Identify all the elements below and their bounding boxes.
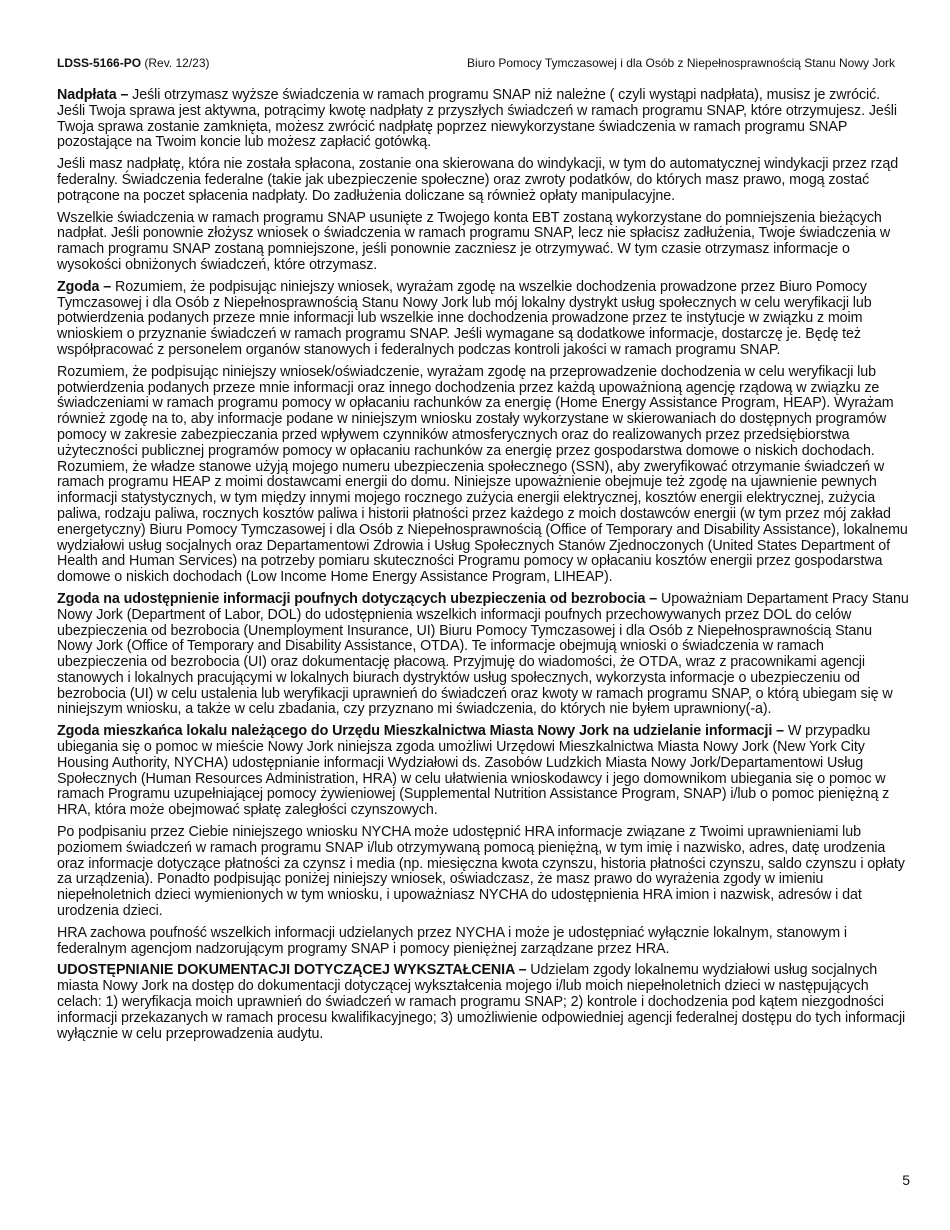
paragraph-nycha-consent: [57, 724, 909, 819]
paragraph-text: Wszelkie świadczenia w ramach programu SNAP usunięte z Twojego konta EBT zostaną wykorzystane do pomniejszenia bieżących nadpłat. Jeśli ponownie złożysz wniosek o świadczenia w ramach programu SNAP, lecz nie spłacisz zadłużenia, Twoje świadczenia w ramach programu SNAP zostaną pomniejszone, jeśli ponownie zaczniesz je otrzymywać. W tym czasie otrzymasz informacje o wysokości obniżonych świadczeń, które otrzymasz.: [57, 209, 891, 273]
form-revision: (Rev. 12/23): [141, 56, 210, 70]
paragraph-ebt-benefits: [57, 211, 909, 274]
paragraph-text: W przypadku ubiegania się o pomoc w mieście Nowy Jork niniejsza zgoda umożliwi Urzędowi Mieszkalnictwa Miasta Nowy Jork (New York City Housing Authority, NYCHA) udostępnianie informacji Wydziałowi ds. Zasobów Ludzkich Miasta Nowy Jork/Departamentowi Usług Społecznych (Human Resources Administration, HRA) w celu ułatwienia wnioskodawcy i jego domownikom ubiegania się o pomoc w ramach Programu uzupełniającej pomocy żywieniowej (Supplemental Nutrition Assistance Program, SNAP) i/lub o pomoc pieniężną z HRA, która może obejmować spłatę zaległości czynszowych.: [57, 723, 890, 819]
paragraph-hra-confidentiality: [57, 926, 909, 958]
paragraph-text: Upoważniam Departament Pracy Stanu Nowy Jork (Department of Labor, DOL) do udostępnienia wszelkich informacji poufnych przechowywanych przez DOL do celów ubezpieczenia od bezrobocia (Unemployment Insurance, UI) Biuru Pomocy Tymczasowej i dla Osób z Niepełnosprawnością Stanu Nowy Jork (Office of Temporary and Disability Assistance, OTDA). Te informacje obejmują wnioski o świadczenia w ramach ubezpieczenia od bezrobocia (UI) oraz dokumentację płacową. Przyjmuję do wiadomości, że OTDA, wraz z pracownikami agencji stanowych i lokalnych pracującymi w lokalnych biurach dystryktów usług społecznych, wykorzysta informacje o ubezpieczeniu od bezrobocia (UI) w celu ustalenia lub weryfikacji uprawnień do świadczeń oraz kwoty w ramach programu SNAP, o którą ubiegam się w niniejszym wniosku, a także w celu zbadania, czy przyznano mi świadczenia, do których nie byłem uprawniony(-a).: [57, 590, 909, 718]
paragraph-heading: Zgoda mieszkańca lokalu należącego do Urzędu Mieszkalnictwa Miasta Nowy Jork na udzielanie informacji –: [57, 723, 785, 740]
agency-name: Biuro Pomocy Tymczasowej i dla Osób z Niepełnosprawnością Stanu Nowy Jork: [467, 56, 895, 70]
paragraph-text: Jeśli otrzymasz wyższe świadczenia w ramach programu SNAP niż należne ( czyli wystąpi nadpłata), musisz je zwrócić. Jeśli Twoja sprawa jest aktywna, potrącimy kwotę nadpłaty z przyszłych świadczeń w ramach programu SNAP, które otrzymujesz. Jeśli Twoja sprawa zostanie zamknięta, możesz zwrócić nadpłatę poprzez niewykorzystane świadczenia w ramach programu SNAP pozostające na Twoim koncie lub możesz zapłacić gotówką.: [57, 87, 897, 151]
paragraph-text: Rozumiem, że podpisując niniejszy wniosek/oświadczenie, wyrażam zgodę na przeprowadzenie dochodzenia w celu weryfikacji lub potwierdzenia podanych przeze mnie informacji oraz innego dochodzenia przez każdą upoważnioną agencję rządową w związku ze świadczeniami w ramach programu pomocy w opłacaniu rachunków za energię (Home Energy Assistance Program, HEAP). Wyrażam również zgodę na to, aby informacje podane w niniejszym wniosku zostały wykorzystane w skierowaniach do dostępnych programów pomocy w zakresie zabezpieczania przed wpływem czynników atmosferycznych oraz do realizowanych przez przedsiębiorstwa użyteczności publicznej programów pomocy w opłacaniu rachunków za energię przez gospodarstwa domowe o niskich dochodach. Rozumiem, że władze stanowe użyją mojego numeru ubezpieczenia społecznego (SSN), aby zweryfikować otrzymanie świadczeń w ramach programu HEAP z moimi dostawcami energii do domu. Niniejsze upoważnienie obejmuje też zgodę na ujawnienie pewnych informacji statystycznych, w tym między innymi mojego rocznego zużycia energii elektrycznej, kosztów energii elektrycznej, zużycia paliwa, rodzaju paliwa, rocznych kosztów paliwa i historii płatności przez każdego z moich dostawców energii (w tym przez mój zakład energetyczny) Biuru Pomocy Tymczasowej i dla Osób z Niepełnosprawnością (Office of Temporary and Disability Assistance), lokalnemu wydziałowi usług socjalnych oraz Departamentowi Zdrowia i Usług Społecznych Stanów Zjednoczonych (United States Department of Health and Human Services) na potrzeby pomiaru skuteczności Programu pomocy w opłacaniu kosztów energii przez gospodarstwa domowe o niskich dochodach (Low Income Home Energy Assistance Program, LIHEAP).: [57, 363, 908, 586]
paragraph-text: Rozumiem, że podpisując niniejszy wniosek, wyrażam zgodę na wszelkie dochodzenia prowadzone przez Biuro Pomocy Tymczasowej i dla Osób z Niepełnosprawnością Stanu Nowy Jork lub mój lokalny dystrykt usług społecznych w celu weryfikacji lub potwierdzenia podanych przeze mnie informacji lub wszelkie inne dochodzenia prowadzone przez te instytucje w związku z moim wnioskiem o przyznanie świadczeń w ramach programu SNAP. Jeśli wymagane są dodatkowe informacje, dostarczę je. Będę też współpracować z personelem organów stanowych i federalnych podczas kontroli jakości w ramach programu SNAP.: [57, 278, 872, 358]
form-code: LDSS-5166-PO: [57, 56, 142, 70]
page-header: [57, 55, 895, 73]
paragraph-heap-consent: [57, 365, 909, 586]
paragraph-unemployment-consent: [57, 592, 909, 718]
paragraph-overpayment: [57, 88, 909, 151]
paragraph-text: Udzielam zgody lokalnemu wydziałowi usług socjalnych miasta Nowy Jork na dostęp do dokumentacji dotyczącej wykształcenia mojego i/lub moich niepełnoletnich dzieci w następujących celach: 1) weryfikacja moich uprawnień do świadczeń w ramach programu SNAP; 2) kontrole i dochodzenia pod kątem niezgodności informacji przekazanych w ramach procesu kwalifikacyjnego; 3) umożliwienie odpowiedniej agencji federalnej dostępu do tych informacji wyłącznie w celu przeprowadzenia audytu.: [57, 962, 906, 1042]
paragraph-consent: [57, 280, 909, 359]
paragraph-heading: UDOSTĘPNIANIE DOKUMENTACJI DOTYCZĄCEJ WYKSZTAŁCENIA –: [57, 962, 527, 979]
form-identifier: [57, 55, 210, 71]
paragraph-text: HRA zachowa poufność wszelkich informacji udzielanych przez NYCHA i może je udostępniać wyłącznie lokalnym, stanowym i federalnym agencjom nadzorującym programy SNAP i pomocy pieniężnej zarządzane przez HRA.: [57, 924, 847, 957]
page-number: 5: [902, 1172, 910, 1188]
paragraph-education-records: [57, 963, 909, 1042]
paragraph-nycha-sharing: [57, 825, 909, 920]
paragraph-heading: Zgoda na udostępnienie informacji poufnych dotyczących ubezpieczenia od bezrobocia –: [57, 590, 658, 607]
paragraph-overpayment-collection: [57, 157, 909, 204]
document-body: [57, 88, 909, 1048]
paragraph-heading: Zgoda –: [57, 278, 112, 295]
paragraph-heading: Nadpłata –: [57, 87, 129, 103]
paragraph-text: Po podpisaniu przez Ciebie niniejszego wniosku NYCHA może udostępnić HRA informacje związane z Twoimi uprawnieniami lub poziomem świadczeń w ramach programu SNAP i/lub otrzymywaną pomocą pieniężną, w tym imię i nazwisko, adres, datę urodzenia oraz informacje dotyczące płatności za czynsz i media (np. miesięczna kwota czynszu, historia płatności czynszu, saldo czynszu i opłaty za urządzenia). Ponadto podpisując poniżej niniejszy wniosek, oświadczasz, że masz prawo do wyrażenia zgody w imieniu niepełnoletnich dzieci wymienionych w tym wniosku, i upoważniasz NYCHA do udostępnienia HRA imion i nazwisk, adresów i dat urodzenia dzieci.: [57, 824, 905, 920]
paragraph-text: Jeśli masz nadpłatę, która nie została spłacona, zostanie ona skierowana do windykacji, w tym do automatycznej windykacji przez rząd federalny. Świadczenia federalne (takie jak ubezpieczenie społeczne) oraz zwroty podatków, do których masz prawo, mogą zostać potrącone na poczet spłacenia nadpłaty. Do zadłużenia doliczane są również opłaty manipulacyjne.: [57, 156, 899, 204]
